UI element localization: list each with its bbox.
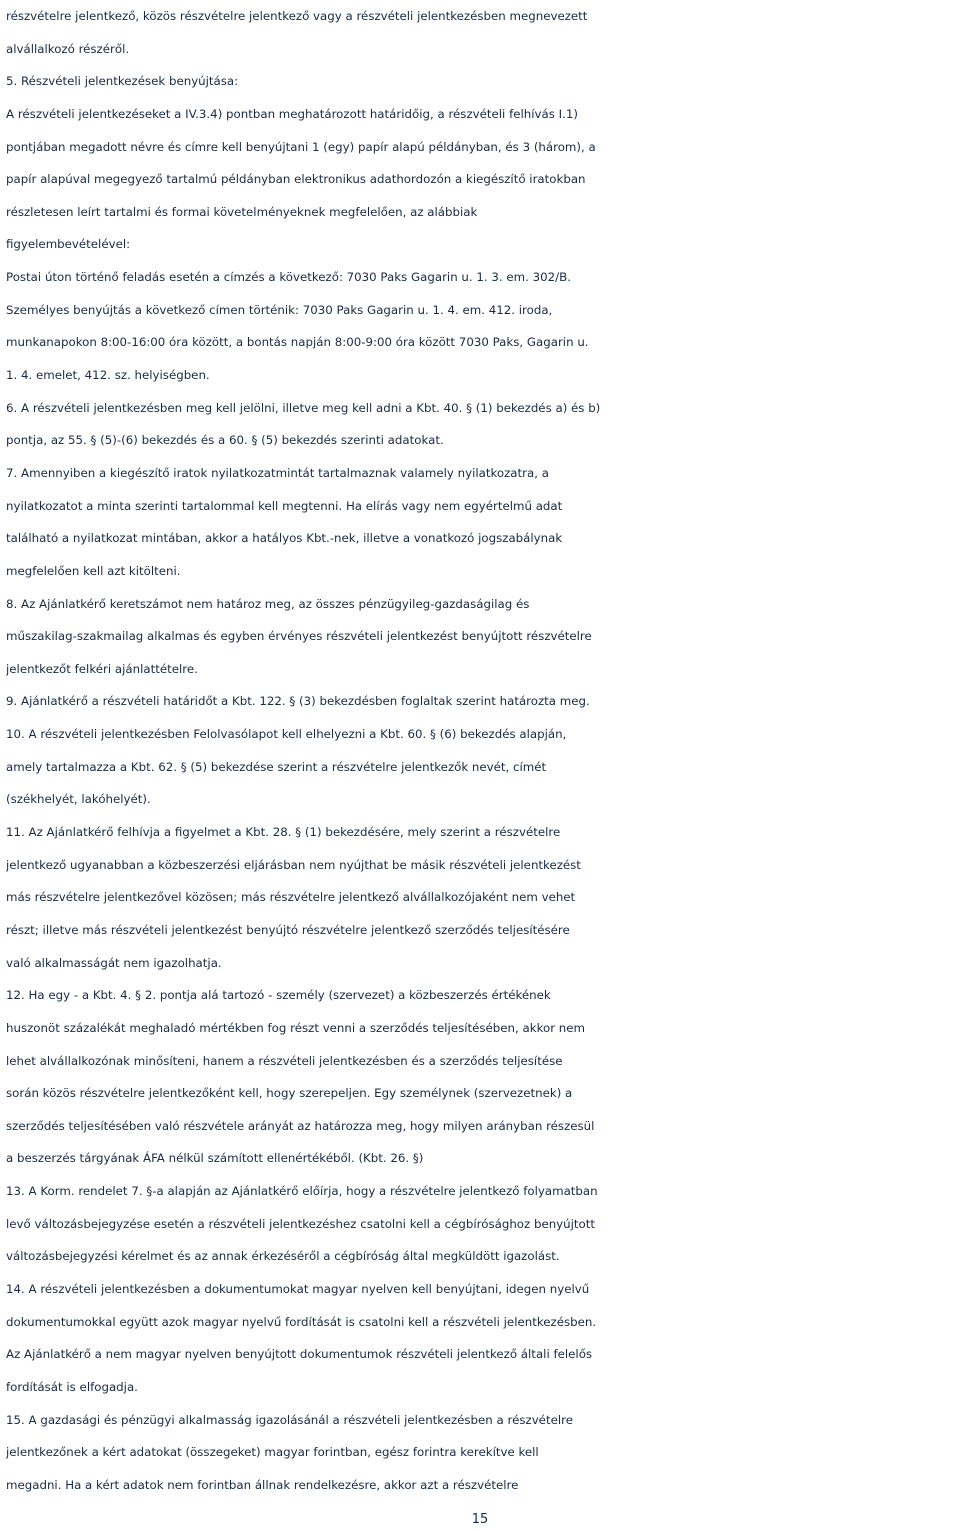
text-line: részt; illetve más részvételi jelentkezést benyújtó részvételre jelentkező szerződés teljesítésére bbox=[6, 922, 570, 937]
text-line: során közös részvételre jelentkezőként kell, hogy szerepeljen. Egy személynek (szervezetnek) a bbox=[6, 1086, 573, 1101]
paragraph-8-start: 8. Az Ajánlatkérő keretszámot nem határoz meg, az összes pénzügyileg-gazdaságilag és bbox=[6, 596, 530, 611]
text-line: A részvételi jelentkezéseket a IV.3.4) pontban meghatározott határidőig, a részvételi felhívás I.1) bbox=[6, 106, 578, 121]
text-line: más részvételre jelentkezővel közösen; más részvételre jelentkező alvállalkozójaként nem vehet bbox=[6, 890, 576, 905]
paragraph-15-start: 15. A gazdasági és pénzügyi alkalmasság igazolásánál a részvételi jelentkezésben a részvételre bbox=[6, 1412, 573, 1427]
paragraph-9: 9. Ajánlatkérő a részvételi határidőt a Kbt. 122. § (3) bekezdésben foglaltak szerint határozta meg. bbox=[6, 694, 590, 709]
text-line: levő változásbejegyzése esetén a részvételi jelentkezéshez csatolni kell a cégbírósághoz benyújtott bbox=[6, 1216, 596, 1231]
text-line: pontjában megadott névre és címre kell benyújtani 1 (egy) papír alapú példányban, és 3 (három), a bbox=[6, 139, 596, 154]
text-line: fordítását is elfogadja. bbox=[6, 1379, 138, 1394]
text-line: jelentkezőnek a kért adatokat (összegeket) magyar forintban, egész forintra kerekítve kell bbox=[6, 1445, 539, 1460]
text-line: jelentkezőt felkéri ajánlattételre. bbox=[6, 661, 198, 676]
text-line: (székhelyét, lakóhelyét). bbox=[6, 792, 151, 807]
text-line: műszakilag-szakmailag alkalmas és egyben érvényes részvételi jelentkezést benyújtott részvételre bbox=[6, 629, 592, 644]
text-line: megfelelően kell azt kitölteni. bbox=[6, 563, 181, 578]
text-line: amely tartalmazza a Kbt. 62. § (5) bekezdése szerint a részvételre jelentkezők nevét, címét bbox=[6, 759, 547, 774]
text-line: alvállalkozó részéről. bbox=[6, 41, 130, 56]
text-line: Személyes benyújtás a következő címen történik: 7030 Paks Gagarin u. 1. 4. em. 412. iroda, bbox=[6, 302, 553, 317]
text-line: szerződés teljesítésében való részvétele arányát az határozza meg, hogy milyen arányban részesül bbox=[6, 1118, 595, 1133]
paragraph-11-start: 11. Az Ajánlatkérő felhívja a figyelmet a Kbt. 28. § (1) bekezdésére, mely szerint a részvételre bbox=[6, 825, 561, 840]
text-line: Postai úton történő feladás esetén a címzés a következő: 7030 Paks Gagarin u. 1. 3. em. 302/B. bbox=[6, 270, 571, 285]
text-line: dokumentumokkal együtt azok magyar nyelvű fordítását is csatolni kell a részvételi jelentkezésben. bbox=[6, 1314, 597, 1329]
text-line: a beszerzés tárgyának ÁFA nélkül számított ellenértékéből. (Kbt. 26. §) bbox=[6, 1151, 424, 1166]
text-line: Az Ajánlatkérő a nem magyar nyelven benyújtott dokumentumok részvételi jelentkező általi felelős bbox=[6, 1347, 593, 1362]
text-line: található a nyilatkozat mintában, akkor a hatályos Kbt.-nek, illetve a vonatkozó jogszabálynak bbox=[6, 531, 563, 546]
text-line: figyelembevételével: bbox=[6, 237, 131, 252]
text-line: változásbejegyzési kérelmet és az annak érkezéséről a cégbíróság által megküldött igazolást. bbox=[6, 1249, 560, 1264]
paragraph-14-start: 14. A részvételi jelentkezésben a dokumentumokat magyar nyelven kell benyújtani, idegen nyelvű bbox=[6, 1281, 590, 1296]
text-line: részletesen leírt tartalmi és formai követelményeknek megfelelően, az alábbiak bbox=[6, 204, 478, 219]
text-line: nyilatkozatot a minta szerinti tartalommal kell megtenni. Ha elírás vagy nem egyértelmű adat bbox=[6, 498, 563, 513]
paragraph-7-start: 7. Amennyiben a kiegészítő iratok nyilatkozatmintát tartalmaznak valamely nyilatkozatra, a bbox=[6, 465, 549, 480]
text-line: megadni. Ha a kért adatok nem forintban állnak rendelkezésre, akkor azt a részvételre bbox=[6, 1477, 519, 1492]
text-line: lehet alvállalkozónak minősíteni, hanem a részvételi jelentkezésben és a szerződés teljesítése bbox=[6, 1053, 563, 1068]
text-line: jelentkező ugyanabban a közbeszerzési eljárásban nem nyújthat be másik részvételi jelentkezést bbox=[6, 857, 581, 872]
paragraph-12-start: 12. Ha egy - a Kbt. 4. § 2. pontja alá tartozó - személy (szervezet) a közbeszerzés értékének bbox=[6, 988, 551, 1003]
document-body bbox=[6, 0, 960, 1501]
text-line: 1. 4. emelet, 412. sz. helyiségben. bbox=[6, 368, 210, 383]
text-line: részvételre jelentkező, közös részvételre jelentkező vagy a részvételi jelentkezésben megnevezett bbox=[6, 9, 588, 23]
paragraph-10-start: 10. A részvételi jelentkezésben Felolvasólapot kell elhelyezni a Kbt. 60. § (6) bekezdés alapján, bbox=[6, 727, 567, 742]
paragraph-13-start: 13. A Korm. rendelet 7. §-a alapján az Ajánlatkérő előírja, hogy a részvételre jelentkező folyamatban bbox=[6, 1184, 598, 1199]
paragraph-6-start: 6. A részvételi jelentkezésben meg kell jelölni, illetve meg kell adni a Kbt. 40. § (1) bekezdés a) és b) bbox=[6, 400, 601, 415]
text-line: papír alapúval megegyező tartalmú példányban elektronikus adathordozón a kiegészítő iratokban bbox=[6, 172, 586, 187]
text-line: huszonöt százalékát meghaladó mértékben fog részt venni a szerződés teljesítésében, akkor nem bbox=[6, 1020, 586, 1035]
text-line: való alkalmasságát nem igazolhatja. bbox=[6, 955, 222, 970]
page-number: 15 bbox=[471, 1512, 489, 1527]
section-heading-5: 5. Részvételi jelentkezések benyújtása: bbox=[6, 74, 239, 89]
text-line: munkanapokon 8:00-16:00 óra között, a bontás napján 8:00-9:00 óra között 7030 Paks, Gagarin u. bbox=[6, 335, 589, 350]
text-line: pontja, az 55. § (5)-(6) bekezdés és a 60. § (5) bekezdés szerinti adatokat. bbox=[6, 433, 444, 448]
